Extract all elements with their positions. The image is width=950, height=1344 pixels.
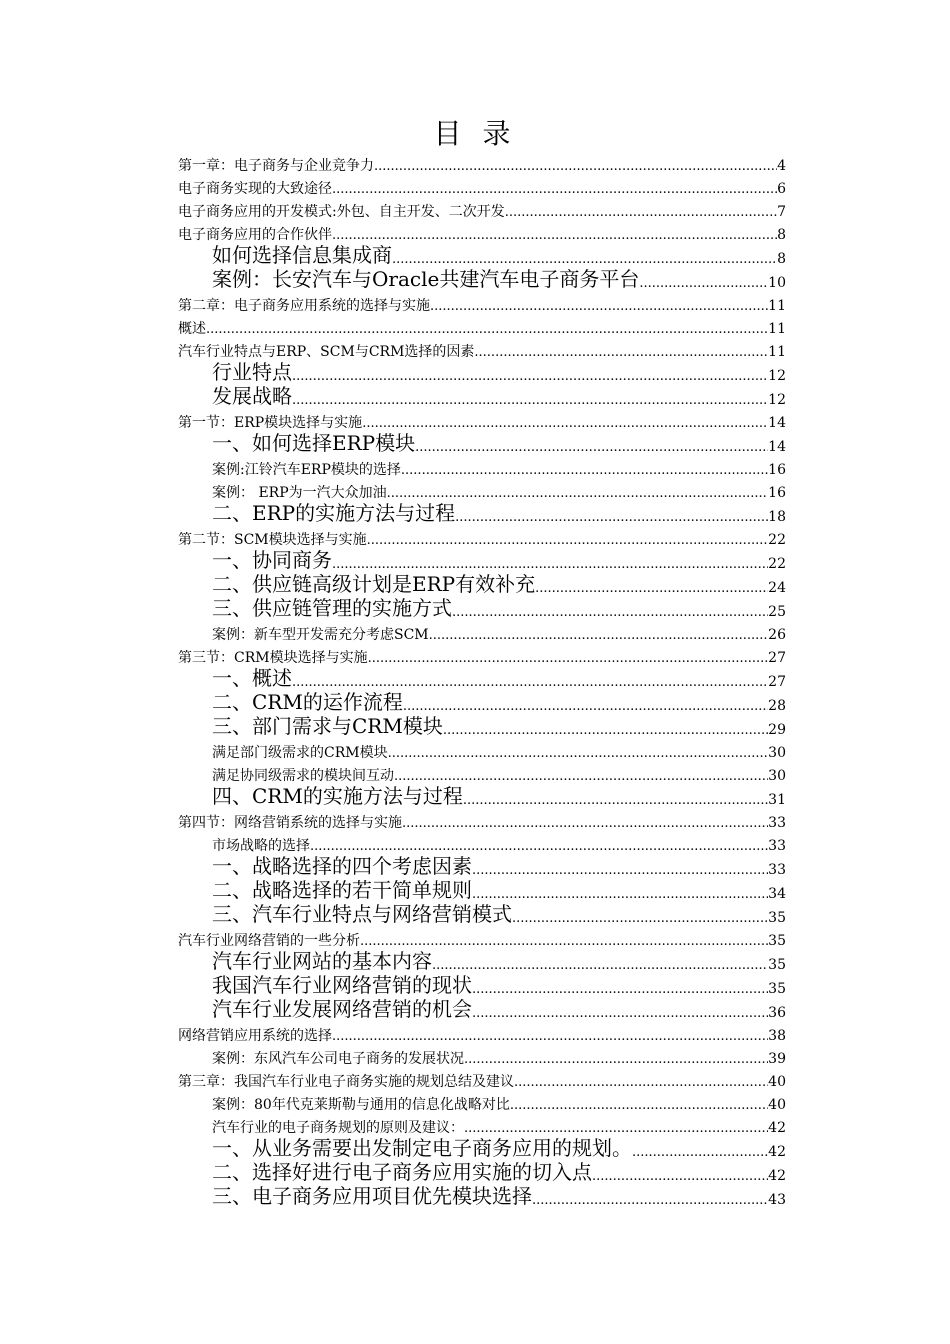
toc-entry-title: 案例： ERP为一汽大众加油 [212, 485, 387, 501]
toc-entry[interactable] [178, 974, 786, 998]
toc-leader-dots [415, 441, 768, 456]
toc-leader-dots [310, 840, 768, 855]
toc-entry-title: 汽车行业特点与ERP、SCM与CRM选择的因素 [178, 344, 475, 360]
toc-entry-title: 二、选择好进行电子商务应用实施的切入点 [212, 1161, 592, 1184]
toc-entry[interactable] [178, 644, 786, 667]
toc-leader-dots [443, 724, 768, 739]
toc-entry[interactable] [178, 998, 786, 1022]
toc-leader-dots [532, 1194, 768, 1209]
toc-entry[interactable] [178, 338, 786, 361]
toc-entry-title: 满足协同级需求的模块间互动 [212, 768, 394, 784]
toc-entry-title: 汽车行业发展网络营销的机会 [212, 998, 472, 1021]
toc-leader-dots [401, 464, 768, 479]
toc-entry-title: 第三节：CRM模块选择与实施 [178, 650, 368, 666]
toc-entry[interactable] [178, 809, 786, 832]
toc-leader-dots [367, 534, 769, 549]
toc-entry-page-number: 34 [768, 886, 786, 902]
table-of-contents [178, 152, 786, 1209]
toc-entry[interactable] [178, 832, 786, 855]
toc-leader-dots [463, 794, 768, 809]
toc-leader-dots [206, 323, 768, 338]
toc-leader-dots [402, 817, 768, 832]
toc-entry[interactable] [178, 927, 786, 950]
toc-leader-dots [514, 1076, 768, 1091]
toc-leader-dots [332, 229, 777, 244]
toc-entry-page-number: 16 [768, 462, 786, 478]
toc-leader-dots [292, 370, 768, 385]
toc-leader-dots [392, 253, 777, 268]
toc-entry-title: 电子商务应用的合作伙伴 [178, 227, 332, 243]
toc-entry-title: 汽车行业的电子商务规划的原则及建议： [212, 1120, 464, 1136]
toc-entry-title: 如何选择信息集成商 [212, 244, 392, 267]
toc-entry-page-number: 30 [768, 768, 786, 784]
toc-entry-page-number: 40 [768, 1097, 786, 1113]
toc-entry-title: 第二章：电子商务应用系统的选择与实施 [178, 298, 430, 314]
toc-entry[interactable] [178, 1068, 786, 1091]
toc-entry-title: 第三章：我国汽车行业电子商务实施的规划总结及建议 [178, 1074, 514, 1090]
toc-entry-title: 三、汽车行业特点与网络营销模式 [212, 903, 512, 926]
toc-entry-page-number: 26 [768, 627, 786, 643]
toc-entry-title: 第二节：SCM模块选择与实施 [178, 532, 367, 548]
toc-entry[interactable] [178, 432, 786, 456]
toc-entry-page-number: 33 [768, 815, 786, 831]
toc-entry[interactable] [178, 1137, 786, 1161]
toc-leader-dots [429, 629, 769, 644]
toc-entry-page-number: 6 [777, 181, 786, 197]
toc-entry[interactable] [178, 456, 786, 479]
toc-entry[interactable] [178, 1091, 786, 1114]
toc-entry[interactable] [178, 879, 786, 903]
toc-entry-title: 三、电子商务应用项目优先模块选择 [212, 1185, 532, 1208]
toc-leader-dots [374, 160, 777, 175]
toc-entry[interactable] [178, 691, 786, 715]
toc-entry-page-number: 42 [768, 1144, 786, 1160]
toc-entry[interactable] [178, 667, 786, 691]
toc-entry-page-number: 31 [768, 792, 786, 808]
toc-entry[interactable] [178, 175, 786, 198]
toc-leader-dots [394, 770, 768, 785]
toc-leader-dots [592, 1170, 768, 1185]
toc-leader-dots [535, 582, 768, 597]
toc-entry-page-number: 22 [768, 532, 786, 548]
toc-entry-page-number: 27 [768, 674, 786, 690]
toc-entry[interactable] [178, 292, 786, 315]
toc-entry-page-number: 29 [768, 722, 786, 738]
toc-leader-dots [455, 511, 768, 526]
toc-entry-title: 汽车行业网络营销的一些分析 [178, 933, 360, 949]
toc-leader-dots [332, 1030, 768, 1045]
toc-leader-dots [432, 959, 768, 974]
toc-leader-dots [632, 1146, 768, 1161]
toc-entry-page-number: 14 [768, 439, 786, 455]
toc-leader-dots [464, 1122, 768, 1137]
toc-leader-dots [430, 300, 768, 315]
toc-leader-dots [510, 1099, 768, 1114]
toc-leader-dots [472, 1007, 768, 1022]
toc-entry[interactable] [178, 1045, 786, 1068]
toc-entry-page-number: 25 [768, 604, 786, 620]
toc-entry-title: 案例：东风汽车公司电子商务的发展状况 [212, 1051, 464, 1067]
toc-leader-dots [472, 888, 768, 903]
toc-entry[interactable] [178, 385, 786, 409]
toc-leader-dots [388, 747, 769, 762]
toc-entry[interactable] [178, 1185, 786, 1209]
toc-leader-dots [387, 487, 769, 502]
toc-entry-title: 汽车行业网站的基本内容 [212, 950, 432, 973]
toc-entry-title: 一、如何选择ERP模块 [212, 432, 416, 455]
toc-entry-page-number: 7 [777, 204, 786, 220]
toc-entry-title: 网络营销应用系统的选择 [178, 1028, 332, 1044]
toc-entry[interactable] [178, 855, 786, 879]
toc-entry-title: 二、ERP的实施方法与过程 [212, 502, 456, 525]
toc-entry-title: 案例:江铃汽车ERP模块的选择 [212, 462, 401, 478]
toc-entry-page-number: 11 [768, 321, 786, 337]
toc-leader-dots [292, 394, 768, 409]
toc-entry-title: 案例：长安汽车与Oracle共建汽车电子商务平台 [212, 268, 640, 291]
toc-entry[interactable] [178, 597, 786, 621]
toc-entry[interactable] [178, 221, 786, 244]
toc-entry-page-number: 12 [768, 392, 786, 408]
toc-entry[interactable] [178, 198, 786, 221]
toc-entry-title: 案例：新车型开发需充分考虑SCM [212, 627, 429, 643]
toc-entry[interactable] [178, 549, 786, 573]
toc-entry-page-number: 33 [768, 862, 786, 878]
toc-entry-title: 一、战略选择的四个考虑因素 [212, 855, 472, 878]
toc-leader-dots [292, 676, 768, 691]
toc-entry-page-number: 11 [768, 344, 786, 360]
toc-leader-dots [505, 206, 777, 221]
toc-entry[interactable] [178, 573, 786, 597]
toc-entry-page-number: 43 [768, 1192, 786, 1208]
toc-leader-dots [362, 417, 768, 432]
toc-entry[interactable] [178, 903, 786, 927]
toc-entry-page-number: 4 [777, 158, 786, 174]
toc-entry-title: 市场战略的选择 [212, 838, 310, 854]
toc-entry-title: 概述 [178, 321, 206, 337]
toc-entry-page-number: 35 [768, 981, 786, 997]
toc-entry-page-number: 18 [768, 509, 786, 525]
toc-entry-page-number: 36 [768, 1005, 786, 1021]
toc-entry-page-number: 39 [768, 1051, 786, 1067]
toc-entry[interactable] [178, 409, 786, 432]
toc-entry-title: 电子商务实现的大致途径 [178, 181, 332, 197]
toc-entry[interactable] [178, 785, 786, 809]
toc-leader-dots [332, 183, 777, 198]
toc-entry-page-number: 8 [777, 227, 786, 243]
toc-entry-title: 二、供应链高级计划是ERP有效补充 [212, 573, 536, 596]
toc-leader-dots [403, 700, 768, 715]
toc-entry[interactable] [178, 739, 786, 762]
toc-leader-dots [368, 652, 769, 667]
toc-entry-page-number: 11 [768, 298, 786, 314]
toc-entry-page-number: 42 [768, 1120, 786, 1136]
toc-entry-title: 一、协同商务 [212, 549, 332, 572]
toc-entry-title: 一、从业务需要出发制定电子商务应用的规划。 [212, 1137, 632, 1160]
toc-entry[interactable] [178, 315, 786, 338]
toc-entry-title: 行业特点 [212, 361, 292, 384]
toc-leader-dots [639, 277, 768, 292]
toc-entry-page-number: 38 [768, 1028, 786, 1044]
page-title: 目 录 [433, 117, 517, 150]
toc-entry[interactable] [178, 502, 786, 526]
toc-leader-dots [512, 912, 768, 927]
toc-entry[interactable] [178, 762, 786, 785]
toc-entry-page-number: 40 [768, 1074, 786, 1090]
toc-entry[interactable] [178, 361, 786, 385]
toc-entry-title: 第四节：网络营销系统的选择与实施 [178, 815, 402, 831]
toc-entry-page-number: 27 [768, 650, 786, 666]
toc-entry-page-number: 14 [768, 415, 786, 431]
toc-entry-title: 电子商务应用的开发模式:外包、自主开发、二次开发 [178, 204, 505, 220]
toc-leader-dots [472, 864, 768, 879]
toc-entry-title: 第一章：电子商务与企业竞争力 [178, 158, 374, 174]
toc-leader-dots [360, 935, 768, 950]
toc-entry-page-number: 42 [768, 1168, 786, 1184]
toc-entry-title: 满足部门级需求的CRM模块 [212, 745, 388, 761]
toc-entry[interactable] [178, 526, 786, 549]
toc-entry-page-number: 8 [777, 251, 786, 267]
toc-leader-dots [464, 1053, 768, 1068]
toc-entry[interactable] [178, 479, 786, 502]
toc-entry-title: 一、概述 [212, 667, 292, 690]
toc-entry-page-number: 22 [768, 556, 786, 572]
toc-leader-dots [474, 346, 768, 361]
toc-entry-page-number: 33 [768, 838, 786, 854]
toc-entry[interactable] [178, 621, 786, 644]
toc-entry-page-number: 35 [768, 933, 786, 949]
toc-entry[interactable] [178, 715, 786, 739]
toc-leader-dots [472, 983, 768, 998]
toc-entry-page-number: 35 [768, 957, 786, 973]
toc-entry-title: 第一节：ERP模块选择与实施 [178, 415, 363, 431]
toc-leader-dots [452, 606, 768, 621]
toc-entry[interactable] [178, 950, 786, 974]
toc-entry[interactable] [178, 1161, 786, 1185]
toc-entry-page-number: 24 [768, 580, 786, 596]
toc-entry-title: 二、战略选择的若干简单规则 [212, 879, 472, 902]
toc-entry-title: 三、部门需求与CRM模块 [212, 715, 443, 738]
toc-entry[interactable] [178, 152, 786, 175]
toc-entry-title: 我国汽车行业网络营销的现状 [212, 974, 472, 997]
toc-entry-title: 二、CRM的运作流程 [212, 691, 403, 714]
toc-leader-dots [332, 558, 768, 573]
toc-entry[interactable] [178, 268, 786, 292]
toc-entry-page-number: 10 [768, 275, 786, 291]
toc-entry[interactable] [178, 1022, 786, 1045]
toc-entry-page-number: 16 [768, 485, 786, 501]
toc-entry-page-number: 12 [768, 368, 786, 384]
toc-entry-title: 案例：80年代克莱斯勒与通用的信息化战略对比 [212, 1097, 510, 1113]
toc-entry-title: 发展战略 [212, 385, 292, 408]
toc-entry[interactable] [178, 1114, 786, 1137]
toc-entry[interactable] [178, 244, 786, 268]
toc-entry-title: 四、CRM的实施方法与过程 [212, 785, 463, 808]
toc-entry-title: 三、供应链管理的实施方式 [212, 597, 452, 620]
toc-entry-page-number: 30 [768, 745, 786, 761]
toc-entry-page-number: 35 [768, 910, 786, 926]
toc-entry-page-number: 28 [768, 698, 786, 714]
